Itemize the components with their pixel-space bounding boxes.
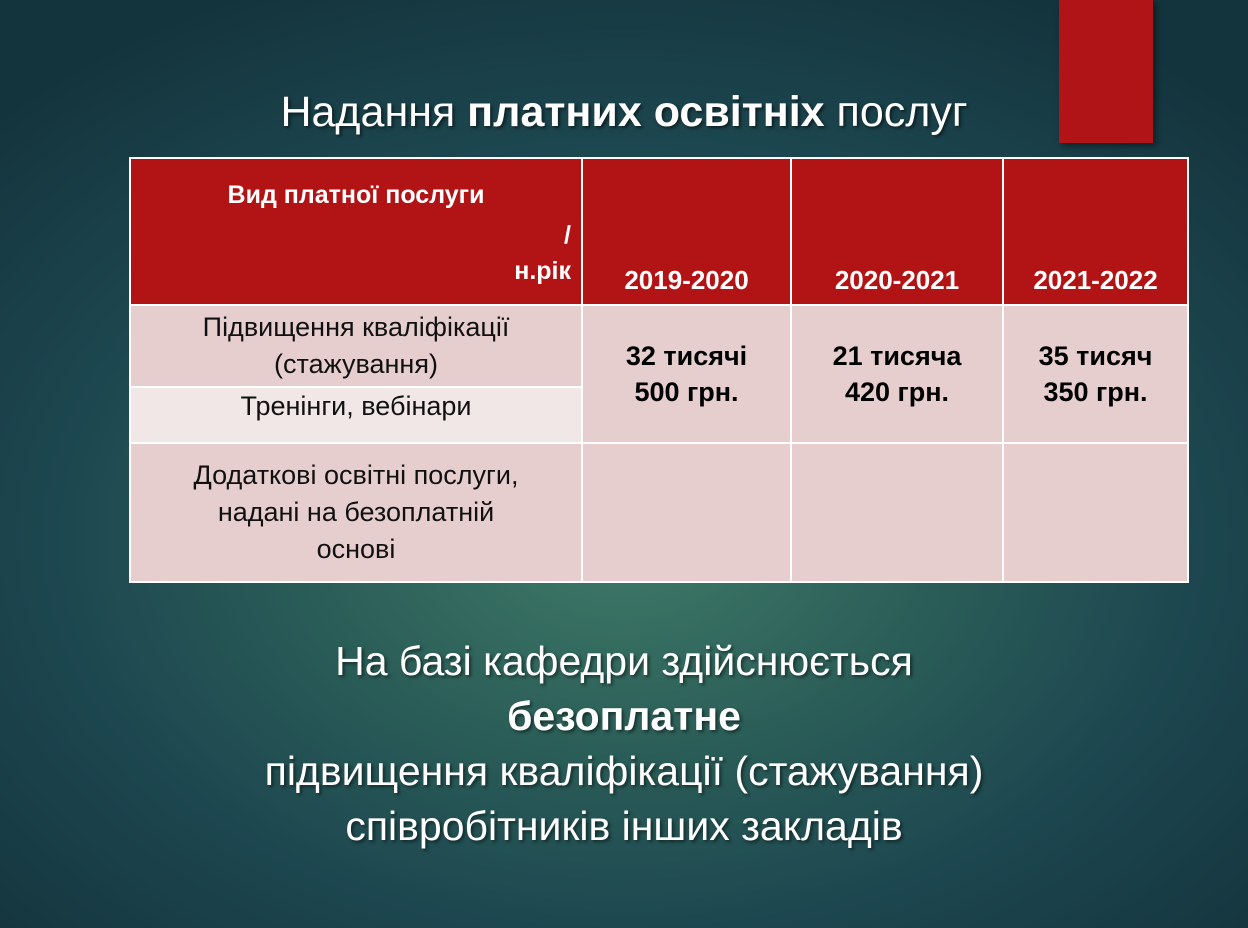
value-line: 420 грн.	[844, 377, 950, 407]
header-line-3: н.рік	[514, 257, 571, 285]
table-header-row	[130, 158, 1188, 305]
value-2019-2020	[582, 305, 791, 443]
row-label-line: (стажування)	[274, 349, 438, 379]
header-line-2: /	[564, 221, 571, 249]
row-label-line: основі	[316, 534, 396, 564]
title-part-1: Надання	[280, 88, 468, 136]
header-line-1: Вид платної послуги	[227, 181, 485, 209]
row-label-trainings: Тренінги, вебінари	[130, 387, 582, 443]
value-line: 32 тисячі	[625, 341, 748, 371]
value-line: 21 тисяча	[832, 341, 962, 371]
value-2020-2021	[791, 305, 1003, 443]
header-service-type	[130, 158, 582, 305]
value-2021-2022	[1003, 305, 1188, 443]
table-row	[130, 443, 1188, 582]
row-label-line: Підвищення кваліфікації	[202, 312, 510, 342]
table-row	[130, 305, 1188, 387]
row-label-line: Додаткові освітні послуги,	[193, 460, 519, 490]
footer-statement	[0, 634, 1248, 854]
slide-title	[0, 88, 1248, 137]
value-line: 35 тисяч	[1038, 341, 1153, 371]
empty-cell	[1003, 443, 1188, 582]
header-year-2019: 2019-2020	[582, 158, 791, 305]
row-label-line: надані на безоплатній	[217, 497, 495, 527]
services-table	[129, 157, 1189, 583]
empty-cell	[582, 443, 791, 582]
row-label-additional-services	[130, 443, 582, 582]
value-line: 500 грн.	[634, 377, 739, 407]
footer-line-1	[0, 634, 1248, 744]
value-line: 350 грн.	[1043, 377, 1148, 407]
empty-cell	[791, 443, 1003, 582]
footer-bold-word: безоплатне	[507, 693, 741, 739]
footer-line-2: підвищення кваліфікації (стажування)	[264, 748, 984, 794]
row-label-qualification	[130, 305, 582, 387]
header-year-2020: 2020-2021	[791, 158, 1003, 305]
footer-line-1-text: На базі кафедри здійснюється	[335, 638, 913, 684]
title-bold-part: платних освітніх	[467, 88, 825, 136]
title-part-3: послуг	[824, 88, 968, 136]
footer-line-3: співробітників інших закладів	[345, 803, 903, 849]
header-year-2021: 2021-2022	[1003, 158, 1188, 305]
